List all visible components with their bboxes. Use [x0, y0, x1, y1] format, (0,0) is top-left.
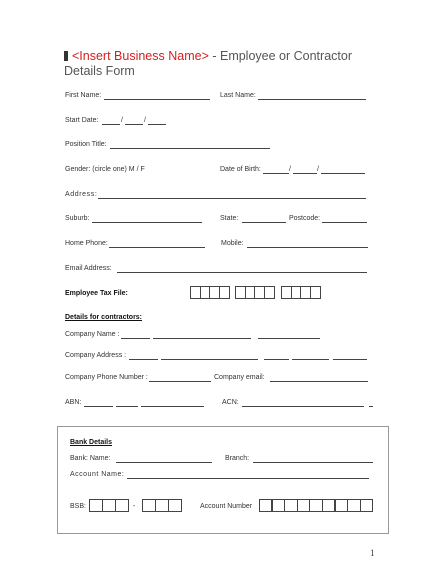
company-address-field-1[interactable]: [129, 359, 158, 360]
state-field[interactable]: [242, 222, 286, 223]
company-address-field-2[interactable]: [161, 359, 258, 360]
dob-year-field[interactable]: [321, 173, 365, 174]
title-marker-icon: [64, 51, 68, 61]
mobile-field[interactable]: [247, 247, 368, 248]
account-name-label: Account Name:: [70, 471, 125, 478]
company-address-field-4[interactable]: [292, 359, 329, 360]
suburb-label: Suburb:: [65, 215, 90, 222]
acn-label: ACN:: [222, 399, 239, 406]
tax-file-box-group-2[interactable]: [235, 286, 274, 299]
dob-day-field[interactable]: [263, 173, 289, 174]
state-label: State:: [220, 215, 239, 222]
company-address-field-3[interactable]: [264, 359, 289, 360]
bank-name-field[interactable]: [116, 462, 212, 463]
company-name-field-3[interactable]: [258, 338, 320, 339]
account-number-digit-box[interactable]: [347, 499, 360, 512]
contractors-heading: Details for contractors:: [65, 314, 143, 321]
abn-label: ABN:: [65, 399, 82, 406]
suburb-field[interactable]: [92, 222, 202, 223]
company-name-field-2[interactable]: [153, 338, 251, 339]
email-field[interactable]: [117, 272, 367, 273]
account-number-digit-box[interactable]: [322, 499, 335, 512]
tax-file-digit-box[interactable]: [264, 286, 275, 299]
company-name-field-1[interactable]: [121, 338, 150, 339]
title-suffix: - Employee or Contractor: [208, 49, 352, 63]
form-title-line2: Details Form: [64, 64, 135, 78]
account-number-label: Account Number: [200, 503, 253, 510]
start-date-separator: /: [144, 117, 146, 124]
dob-label: Date of Birth:: [220, 166, 261, 173]
home-phone-label: Home Phone:: [65, 240, 108, 247]
abn-field-3[interactable]: [141, 406, 204, 407]
bsb-box-group-2[interactable]: [142, 499, 182, 512]
address-label: Address:: [65, 191, 98, 198]
branch-label: Branch:: [225, 455, 250, 462]
company-name-label: Company Name :: [65, 331, 120, 338]
account-number-digit-box[interactable]: [297, 499, 310, 512]
account-number-digit-box[interactable]: [259, 499, 272, 512]
account-number-digit-box[interactable]: [360, 499, 373, 512]
acn-field-1[interactable]: [242, 406, 364, 407]
tax-file-digit-box[interactable]: [219, 286, 230, 299]
abn-field-1[interactable]: [84, 406, 113, 407]
bsb-box-group-1[interactable]: [89, 499, 129, 512]
first-name-label: First Name:: [65, 92, 102, 99]
tax-file-box-group-3[interactable]: [281, 286, 320, 299]
bsb-digit-box[interactable]: [155, 499, 169, 512]
bsb-digit-box[interactable]: [168, 499, 182, 512]
company-phone-field[interactable]: [149, 381, 211, 382]
account-number-digit-box[interactable]: [284, 499, 297, 512]
bsb-separator: -: [133, 503, 136, 510]
company-phone-label: Company Phone Number :: [65, 374, 148, 381]
start-date-separator: /: [121, 117, 123, 124]
account-number-digit-box[interactable]: [335, 499, 348, 512]
position-title-label: Position Title:: [65, 141, 107, 148]
postcode-label: Postcode:: [289, 215, 321, 222]
account-number-digit-box[interactable]: [309, 499, 322, 512]
address-field[interactable]: [98, 198, 366, 199]
position-title-field[interactable]: [110, 148, 270, 149]
tax-file-digit-box[interactable]: [310, 286, 321, 299]
gender-label: Gender: (circle one) M / F: [65, 166, 145, 173]
bsb-digit-box[interactable]: [89, 499, 103, 512]
bsb-digit-box[interactable]: [102, 499, 116, 512]
email-label: Email Address:: [65, 265, 112, 272]
company-email-label: Company email:: [214, 374, 265, 381]
business-name-placeholder: <Insert Business Name>: [72, 49, 209, 63]
mobile-label: Mobile:: [221, 240, 244, 247]
tax-file-box-group-1[interactable]: [190, 286, 229, 299]
account-number-box-group[interactable]: [259, 499, 372, 512]
start-date-day-field[interactable]: [102, 124, 120, 125]
home-phone-field[interactable]: [109, 247, 205, 248]
bank-details-heading: Bank Details: [70, 439, 113, 446]
last-name-field[interactable]: [258, 99, 366, 100]
last-name-label: Last Name:: [220, 92, 256, 99]
dob-separator: /: [289, 166, 291, 173]
start-date-year-field[interactable]: [148, 124, 166, 125]
start-date-label: Start Date:: [65, 117, 99, 124]
acn-field-2[interactable]: [369, 406, 373, 407]
tax-file-label: Employee Tax File:: [65, 290, 128, 297]
dob-month-field[interactable]: [293, 173, 317, 174]
first-name-field[interactable]: [104, 99, 210, 100]
bsb-label: BSB:: [70, 503, 86, 510]
start-date-month-field[interactable]: [125, 124, 143, 125]
account-number-digit-box[interactable]: [272, 499, 285, 512]
bank-name-label: Bank: Name:: [70, 455, 111, 462]
dob-separator: /: [317, 166, 319, 173]
company-address-field-5[interactable]: [333, 359, 367, 360]
company-address-label: Company Address :: [65, 352, 127, 359]
postcode-field[interactable]: [322, 222, 367, 223]
abn-field-2[interactable]: [116, 406, 138, 407]
branch-field[interactable]: [253, 462, 373, 463]
account-name-field[interactable]: [127, 478, 369, 479]
company-email-field[interactable]: [270, 381, 368, 382]
bsb-digit-box[interactable]: [142, 499, 156, 512]
page-number: 1: [370, 548, 375, 558]
bsb-digit-box[interactable]: [115, 499, 129, 512]
form-title: [64, 49, 352, 63]
